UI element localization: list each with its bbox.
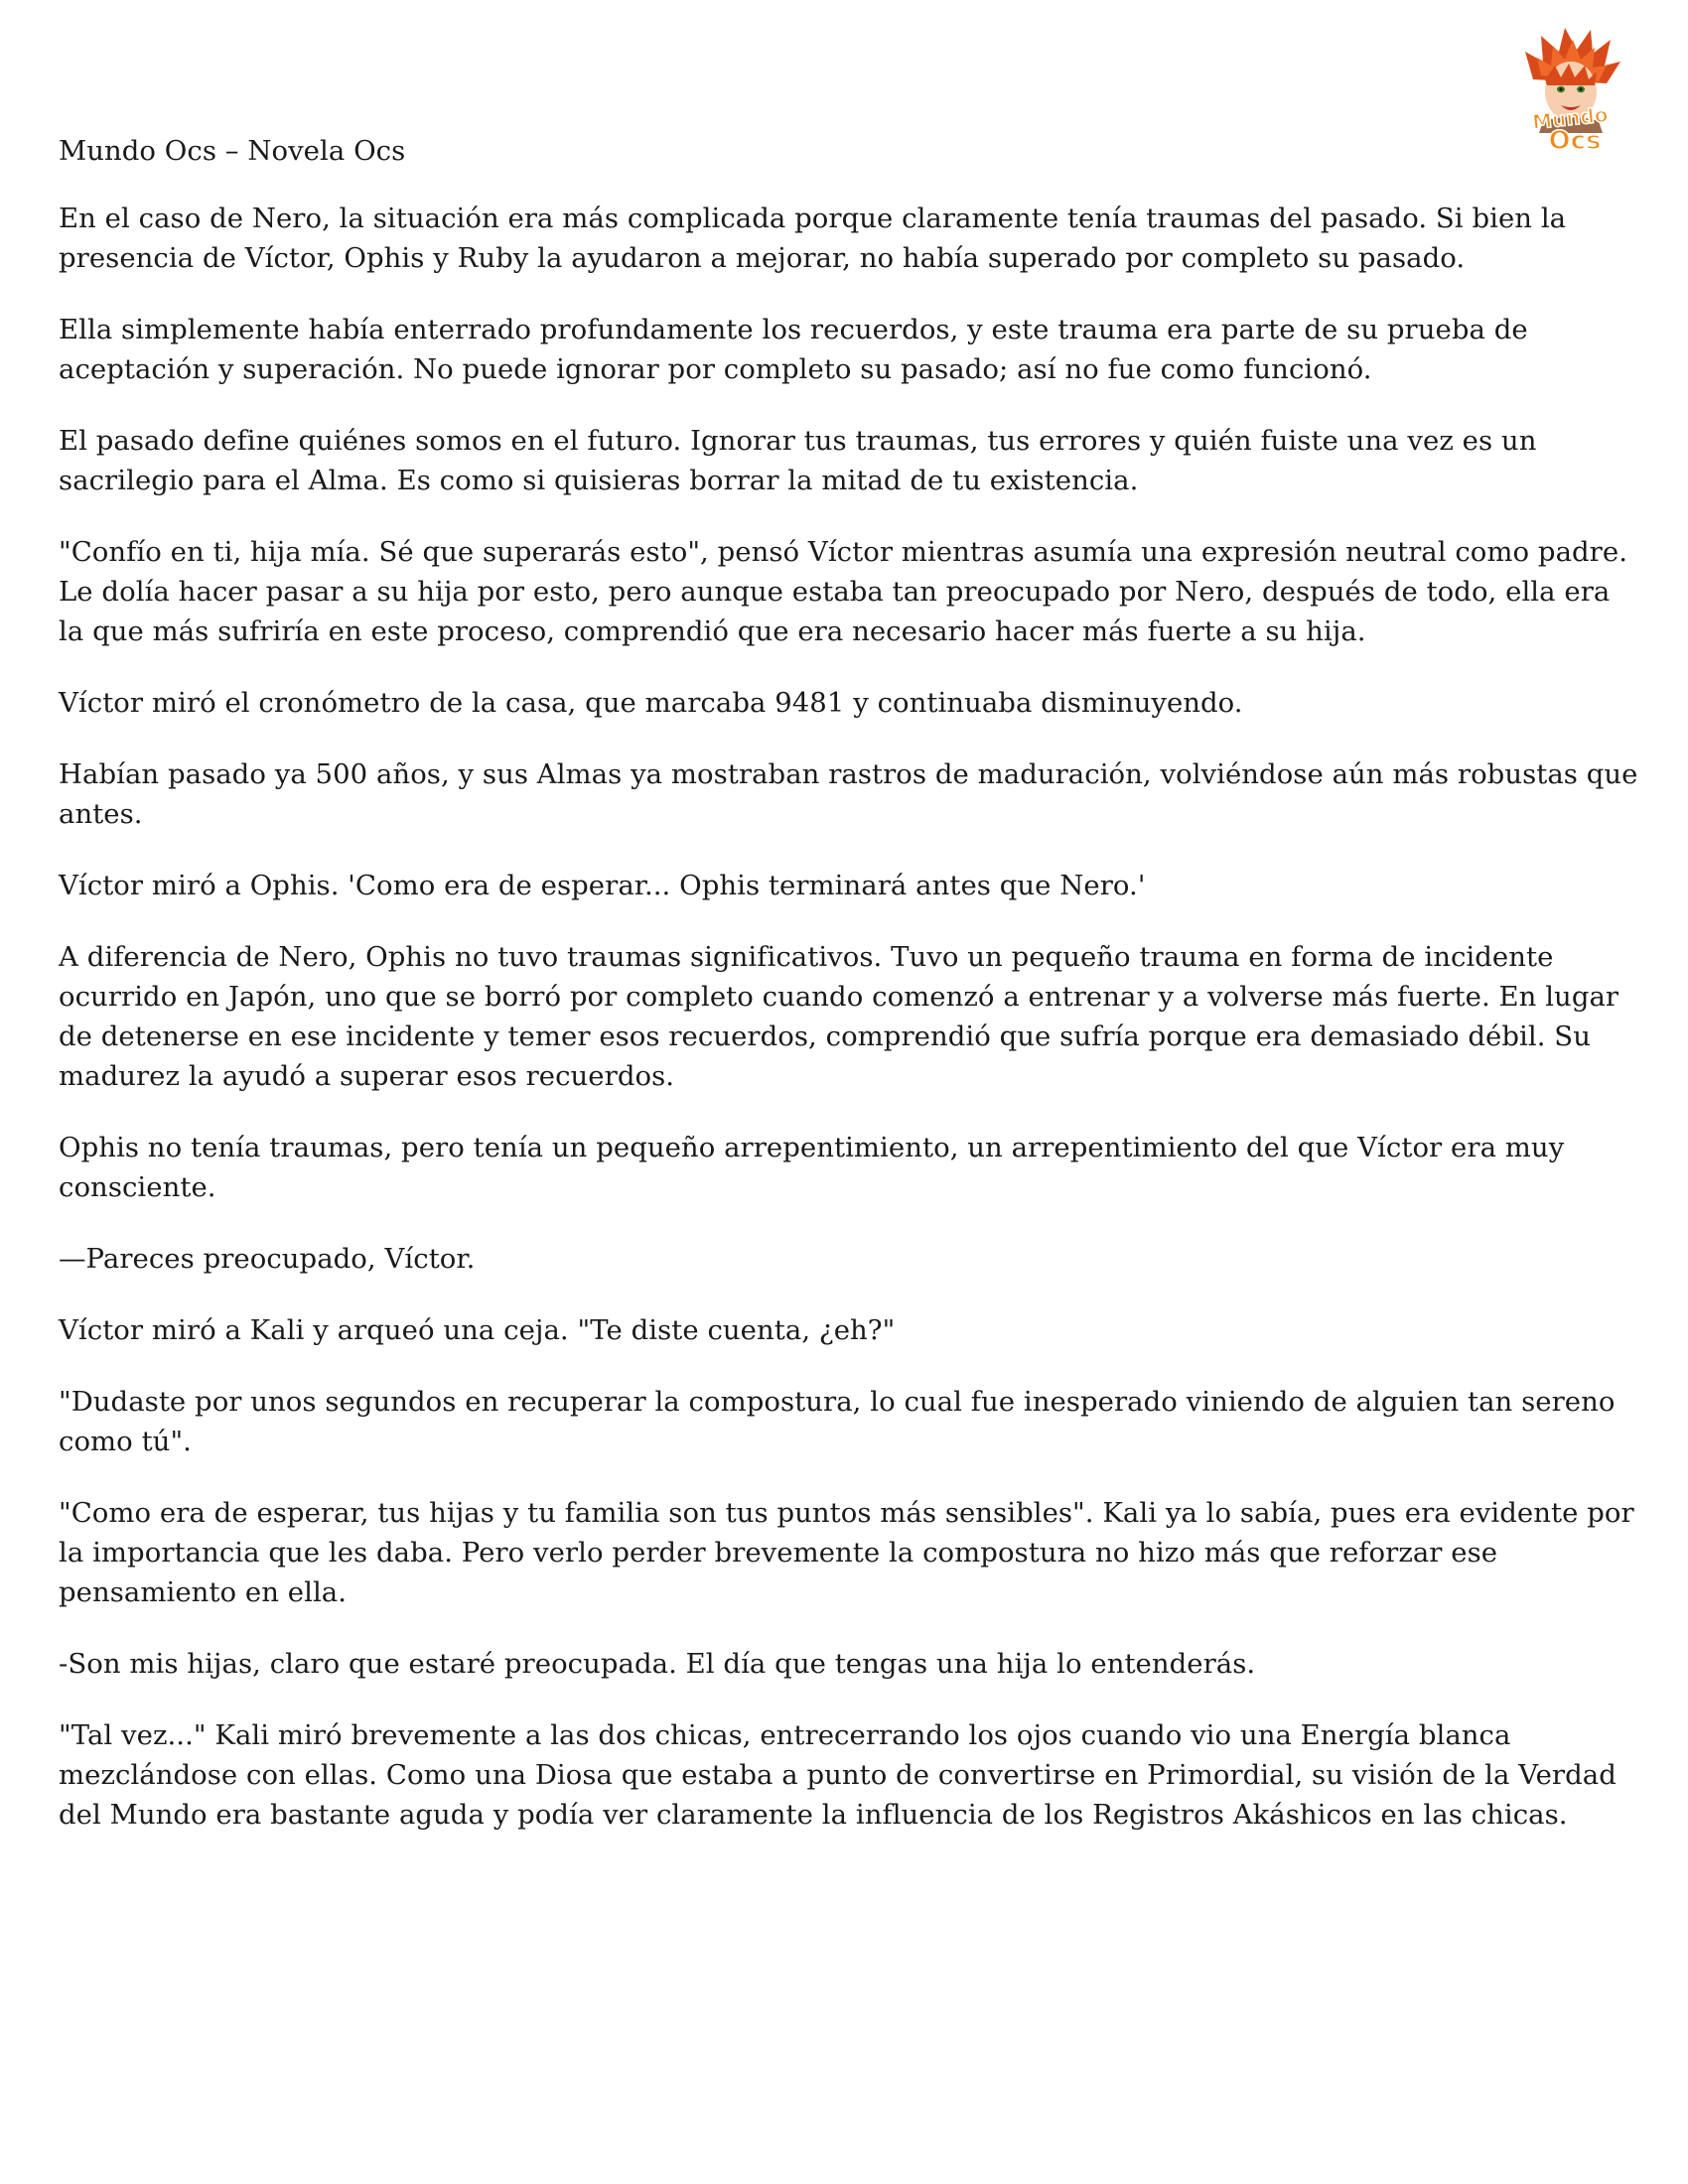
paragraph: "Dudaste por unos segundos en recuperar la compostura, lo cual fue inesperado viniendo de alguien tan sereno como tú". (59, 1386, 1616, 1457)
paragraph: Habían pasado ya 500 años, y sus Almas ya mostraban rastros de maduración, volviéndose aún más robustas que antes. (59, 758, 1638, 830)
paragraph: Víctor miró a Ophis. 'Como era de esperar... Ophis terminará antes que Nero.' (59, 870, 1146, 901)
paragraph: Víctor miró el cronómetro de la casa, que marcaba 9481 y continuaba disminuyendo. (59, 687, 1243, 719)
logo-text-bottom: Ocs (1548, 126, 1602, 156)
paragraph: Víctor miró a Kali y arqueó una ceja. "Te diste cuenta, ¿eh?" (59, 1314, 896, 1346)
paragraph: A diferencia de Nero, Ophis no tuvo traumas significativos. Tuvo un pequeño trauma en forma de incidente ocurrido en Japón, uno que se borró por completo cuando comenzó a entrenar y a volverse más fuerte. En lugar de detenerse en ese incidente y temer esos recuerdos, comprendió que sufría porque era demasiado débil. Su madurez la ayudó a superar esos recuerdos. (59, 941, 1619, 1092)
paragraph: "Como era de esperar, tus hijas y tu familia son tus puntos más sensibles". Kali ya lo sabía, pues era evidente por la importancia que les daba. Pero verlo perder brevemente la compostura no hizo más que reforzar ese pensamiento en ella. (59, 1497, 1634, 1608)
logo-text-top: Mundo (1531, 102, 1610, 134)
paragraph: Ophis no tenía traumas, pero tenía un pequeño arrepentimiento, un arrepentimiento del que Víctor era muy consciente. (59, 1132, 1565, 1203)
paragraph: El pasado define quiénes somos en el futuro. Ignorar tus traumas, tus errores y quién fuiste una vez es un sacrilegio para el Alma. Es como si quisieras borrar la mitad de tu existencia. (59, 425, 1537, 496)
paragraph: "Confío en ti, hija mía. Sé que superarás esto", pensó Víctor mientras asumía una expresión neutral como padre. Le dolía hacer pasar a su hija por esto, pero aunque estaba tan preocupado por Nero, después de todo, ella era la que más sufriría en este proceso, comprendió que era necesario hacer más fuerte a su hija. (59, 536, 1627, 647)
paragraph: -Son mis hijas, claro que estaré preocupada. El día que tengas una hija lo entenderás. (59, 1648, 1256, 1680)
paragraph: Ella simplemente había enterrado profundamente los recuerdos, y este trauma era parte de su prueba de aceptación y superación. No puede ignorar por completo su pasado; así no fue como funcionó. (59, 314, 1528, 385)
paragraph: En el caso de Nero, la situación era más complicada porque claramente tenía traumas del pasado. Si bien la presencia de Víctor, Ophis y Ruby la ayudaron a mejorar, no había superado por completo su pasado. (59, 203, 1567, 274)
document-body (59, 131, 1643, 1866)
paragraph: "Tal vez..." Kali miró brevemente a las dos chicas, entrecerrando los ojos cuando vio una Energía blanca mezclándose con ellas. Como una Diosa que estaba a punto de convertirse en Primordial, su visión de la Verdad del Mundo era bastante aguda y podía ver claramente la influencia de los Registros Akáshicos en las chicas. (59, 1719, 1617, 1831)
document-header: Mundo Ocs – Novela Ocs (59, 135, 406, 167)
paragraph: —Pareces preocupado, Víctor. (59, 1243, 476, 1275)
